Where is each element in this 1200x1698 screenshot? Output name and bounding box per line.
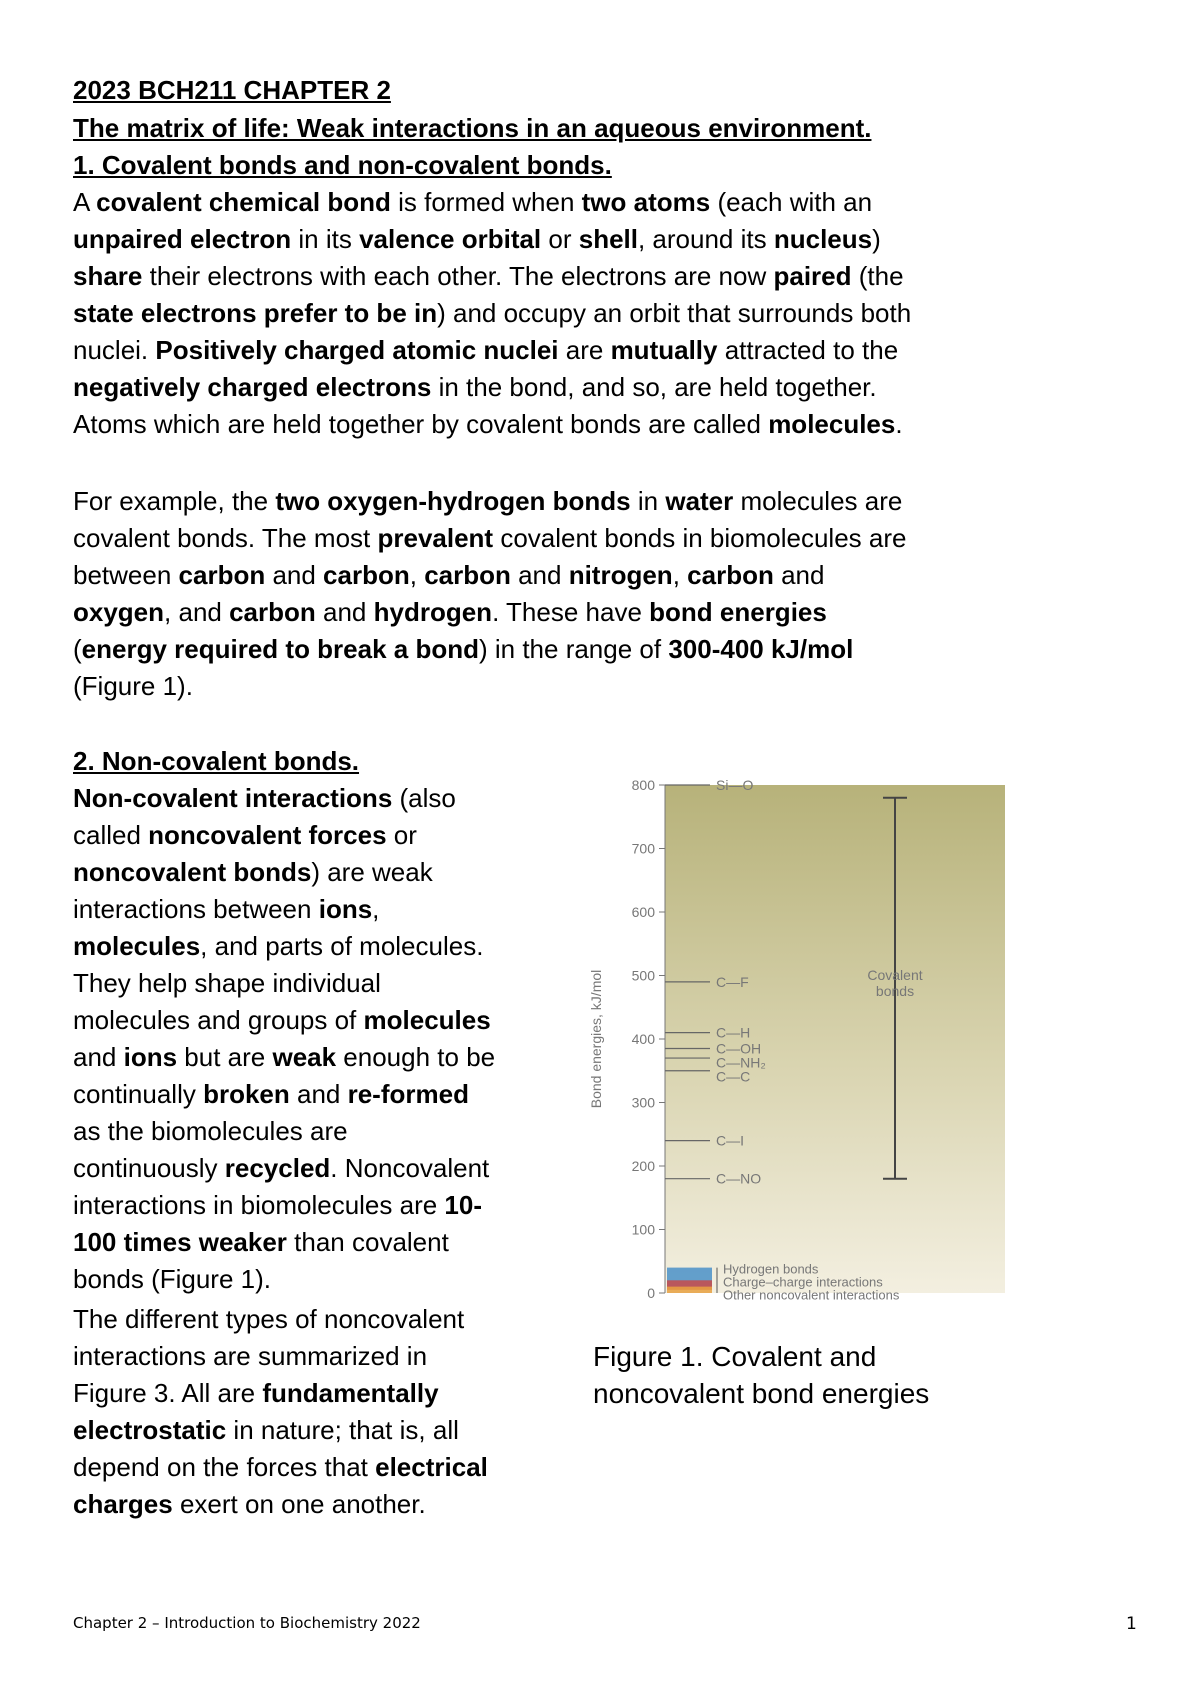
- text-run: , and parts of molecules.: [200, 931, 484, 961]
- bold-term: Positively charged atomic nuclei: [155, 335, 559, 365]
- footer-page-number: 1: [1126, 1614, 1137, 1634]
- text-run: For example, the: [73, 486, 276, 516]
- document-title: 2023 BCH211 CHAPTER 2: [73, 75, 391, 105]
- text-line: [73, 406, 911, 443]
- text-run: molecules and groups of: [73, 1005, 364, 1035]
- text-line: [73, 780, 495, 817]
- text-run: continually: [73, 1079, 204, 1109]
- bold-term: noncovalent forces: [148, 820, 387, 850]
- paragraph-noncovalent-types: [73, 1301, 488, 1523]
- text-line: [73, 928, 495, 965]
- figure-caption-line-2: noncovalent bond energies: [593, 1378, 930, 1409]
- bold-term: prevalent: [377, 523, 494, 553]
- y-tick-label: 400: [631, 1031, 655, 1047]
- text-run: interactions between: [73, 894, 319, 924]
- text-run: , around its: [637, 224, 774, 254]
- text-run: A: [73, 187, 97, 217]
- bold-term: water: [665, 486, 734, 516]
- text-run: in the bond, and so, are held together.: [431, 372, 877, 402]
- bold-term: energy required to break a bond: [81, 634, 479, 664]
- paragraph-bond-examples: [73, 483, 906, 705]
- noncovalent-label: Hydrogen bonds: [723, 1261, 819, 1277]
- bold-term: 300-400 kJ/mol: [668, 634, 854, 664]
- text-line: [73, 1301, 488, 1338]
- bold-term: mutually: [610, 335, 718, 365]
- bold-term: ions: [123, 1042, 178, 1072]
- text-run: ,: [372, 894, 380, 924]
- text-line: [73, 483, 906, 520]
- bond-label: C—H: [716, 1024, 751, 1041]
- noncovalent-label: Other noncovalent interactions: [723, 1287, 900, 1300]
- bold-term: unpaired electron: [73, 224, 292, 254]
- y-tick-label: 500: [631, 967, 655, 984]
- footer-chapter-label: Chapter 2 – Introduction to Biochemistry 2022: [73, 1614, 421, 1632]
- bold-term: carbon: [229, 597, 316, 627]
- bold-term: shell: [578, 224, 638, 254]
- text-run: in nature; that is, all: [226, 1415, 459, 1445]
- bold-term: valence orbital: [359, 224, 542, 254]
- text-run: ) in the range of: [478, 634, 669, 664]
- text-run: ) and occupy an orbit that surrounds both: [437, 298, 912, 328]
- text-run: covalent bonds. The most: [73, 523, 378, 553]
- text-run: Atoms which are held together by covalent bonds are called: [73, 409, 769, 439]
- text-line: [73, 1113, 495, 1150]
- text-run: molecules are: [733, 486, 903, 516]
- text-line: [73, 1261, 495, 1298]
- covalent-label-line-2: bonds: [875, 982, 915, 999]
- bold-term: oxygen: [73, 597, 165, 627]
- y-tick-label: 100: [631, 1221, 655, 1238]
- text-run: continuously: [73, 1153, 225, 1183]
- bold-term: nucleus: [773, 224, 873, 254]
- document-subtitle: The matrix of life: Weak interactions in an aqueous environment.: [73, 113, 872, 143]
- bond-energy-chart: [585, 770, 1025, 1300]
- bold-term: charges: [73, 1489, 173, 1519]
- text-line: [73, 184, 911, 221]
- text-run: interactions are summarized in: [73, 1341, 428, 1371]
- bold-term: carbon: [178, 560, 266, 590]
- figure-caption: [593, 1338, 929, 1412]
- text-run: and: [265, 560, 324, 590]
- bold-term: weak: [272, 1042, 337, 1072]
- text-run: (: [73, 634, 82, 664]
- text-run: covalent bonds in biomolecules are: [493, 523, 907, 553]
- text-run: The different types of noncovalent: [73, 1304, 465, 1334]
- text-run: in: [630, 486, 666, 516]
- text-run: as the biomolecules are: [73, 1116, 348, 1146]
- text-run: .: [895, 409, 903, 439]
- text-run: ) are weak: [311, 857, 433, 887]
- text-line: [73, 1150, 495, 1187]
- text-line: [73, 1449, 488, 1486]
- text-line: [73, 332, 911, 369]
- text-line: [73, 668, 906, 705]
- bold-term: recycled: [224, 1153, 331, 1183]
- text-run: but are: [177, 1042, 273, 1072]
- text-line: [73, 891, 495, 928]
- bold-term: ions: [318, 894, 373, 924]
- text-line: [73, 369, 911, 406]
- bold-term: fundamentally: [262, 1378, 439, 1408]
- text-run: (the: [851, 261, 904, 291]
- text-line: [73, 1486, 488, 1523]
- text-line: [73, 221, 911, 258]
- paragraph-noncovalent-interactions: [73, 780, 495, 1298]
- section-1-heading: 1. Covalent bonds and non-covalent bonds.: [73, 150, 612, 180]
- text-line: [73, 1375, 488, 1412]
- bond-label: C—C: [716, 1068, 751, 1085]
- bold-term: paired: [773, 261, 852, 291]
- text-run: nuclei.: [73, 335, 156, 365]
- text-run: or: [386, 820, 417, 850]
- text-line: [73, 520, 906, 557]
- bold-term: noncovalent bonds: [73, 857, 312, 887]
- bold-term: molecules: [363, 1005, 491, 1035]
- text-run: ,: [409, 560, 425, 590]
- text-line: [73, 594, 906, 631]
- text-line: [73, 1187, 495, 1224]
- text-line: [73, 965, 495, 1002]
- bond-label: C—I: [716, 1132, 744, 1149]
- text-line: [73, 631, 906, 668]
- bold-term: share: [73, 261, 143, 291]
- text-run: than covalent: [286, 1227, 449, 1257]
- covalent-label-line-1: Covalent: [867, 966, 923, 983]
- text-run: and: [73, 1042, 124, 1072]
- bold-term: broken: [203, 1079, 290, 1109]
- text-run: attracted to the: [717, 335, 899, 365]
- y-axis-label: Bond energies, kJ/mol: [588, 969, 604, 1109]
- text-line: [73, 1338, 488, 1375]
- text-run: and: [289, 1079, 348, 1109]
- text-run: ): [872, 224, 881, 254]
- text-run: Figure 3. All are: [73, 1378, 263, 1408]
- noncovalent-label: Charge–charge interactions: [723, 1274, 883, 1290]
- figure-bond-energies: [585, 770, 1025, 1300]
- text-run: between: [73, 560, 179, 590]
- bold-term: two oxygen-hydrogen bonds: [275, 486, 631, 516]
- text-line: [73, 557, 906, 594]
- y-tick-label: 700: [631, 840, 655, 857]
- bold-term: carbon: [323, 560, 410, 590]
- paragraph-covalent-bond: [73, 184, 911, 443]
- y-tick-label: 800: [631, 777, 655, 793]
- text-run: is formed when: [390, 187, 582, 217]
- text-line: [73, 295, 911, 332]
- bond-label: C—NO: [716, 1170, 762, 1187]
- bond-label: C—OH: [716, 1040, 762, 1057]
- text-run: bonds (Figure 1).: [73, 1264, 271, 1294]
- text-run: , and: [164, 597, 230, 627]
- text-line: [73, 1224, 495, 1261]
- bold-term: Non-covalent interactions: [73, 783, 393, 813]
- text-run: (also: [392, 783, 456, 813]
- bold-term: 100 times weaker: [73, 1227, 287, 1257]
- bold-term: covalent chemical bond: [96, 187, 391, 217]
- text-run: their electrons with each other. The electrons are now: [142, 261, 774, 291]
- text-run: . These have: [492, 597, 650, 627]
- text-run: ,: [672, 560, 688, 590]
- bold-term: two atoms: [581, 187, 711, 217]
- y-tick-label: 0: [647, 1285, 655, 1300]
- figure-caption-line-1: Figure 1. Covalent and: [593, 1341, 877, 1372]
- y-tick-label: 300: [631, 1094, 655, 1111]
- text-run: exert on one another.: [172, 1489, 426, 1519]
- text-run: . Noncovalent: [330, 1153, 490, 1183]
- text-run: depend on the forces that: [73, 1452, 376, 1482]
- text-line: [73, 1076, 495, 1113]
- text-run: called: [73, 820, 149, 850]
- text-line: [73, 817, 495, 854]
- bold-term: molecules: [73, 931, 201, 961]
- text-line: [73, 258, 911, 295]
- bold-term: hydrogen: [373, 597, 493, 627]
- text-run: They help shape individual: [73, 968, 381, 998]
- text-run: enough to be: [336, 1042, 496, 1072]
- noncovalent-band: [667, 1287, 712, 1293]
- bold-term: electrical: [375, 1452, 488, 1482]
- bond-label: C—NH₂: [716, 1054, 766, 1071]
- bold-term: nitrogen: [568, 560, 673, 590]
- bold-term: re-formed: [347, 1079, 469, 1109]
- bold-term: carbon: [687, 560, 774, 590]
- text-line: [73, 854, 495, 891]
- bold-term: electrostatic: [73, 1415, 227, 1445]
- text-run: in its: [291, 224, 360, 254]
- text-line: [73, 1412, 488, 1449]
- y-tick-label: 200: [631, 1158, 655, 1174]
- text-line: [73, 1039, 495, 1076]
- bold-term: bond energies: [649, 597, 827, 627]
- bold-term: 10-: [444, 1190, 482, 1220]
- bold-term: molecules: [768, 409, 896, 439]
- text-run: and: [773, 560, 825, 590]
- bold-term: state electrons prefer to be in: [73, 298, 438, 328]
- y-tick-label: 600: [631, 904, 655, 920]
- bold-term: carbon: [424, 560, 511, 590]
- text-run: and: [510, 560, 569, 590]
- section-2-heading: 2. Non-covalent bonds.: [73, 746, 360, 776]
- text-run: (each with an: [710, 187, 873, 217]
- bold-term: negatively charged electrons: [73, 372, 432, 402]
- bond-label: Si—O: [716, 777, 754, 793]
- text-run: (Figure 1).: [73, 671, 193, 701]
- text-run: or: [541, 224, 579, 254]
- text-run: interactions in biomolecules are: [73, 1190, 445, 1220]
- text-run: are: [558, 335, 611, 365]
- bond-label: C—F: [716, 973, 749, 990]
- text-run: and: [315, 597, 374, 627]
- text-line: [73, 1002, 495, 1039]
